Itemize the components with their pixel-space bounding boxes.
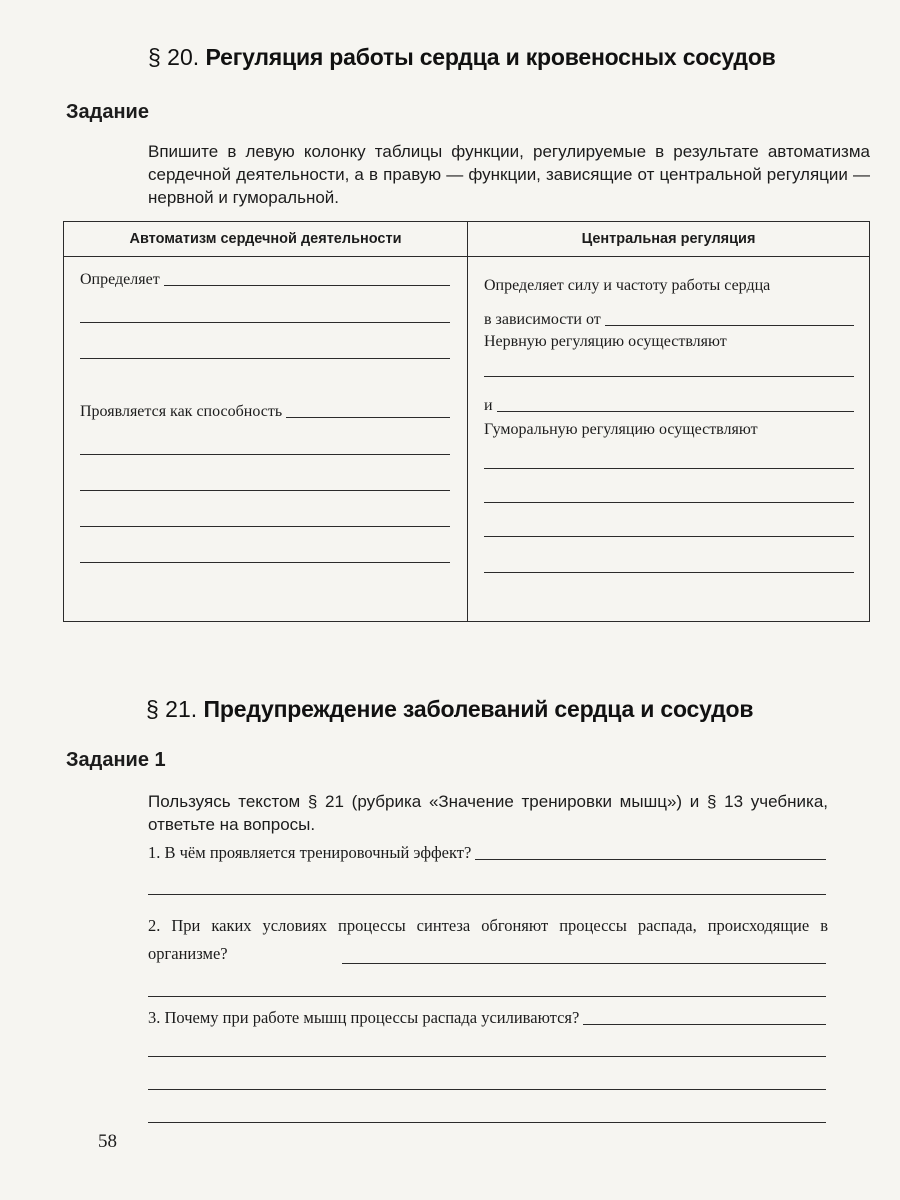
answer-blank[interactable] [484,535,854,537]
column-header-central-regulation: Центральная регуляция [468,222,870,257]
task-instructions: Пользуясь текстом § 21 (рубрика «Значение тренировки мышц») и § 13 учебника, ответьте на вопросы. [148,792,828,834]
page-number: 58 [98,1131,117,1152]
left-column-cell [64,257,468,622]
answer-blank[interactable] [342,962,826,964]
answer-blank[interactable] [80,489,450,491]
answer-blank[interactable] [148,1055,826,1057]
answer-blank[interactable] [164,284,450,286]
answer-blank[interactable] [148,1121,826,1123]
section-21-title [146,696,753,723]
question-1: 1. В чём проявляется тренировочный эффект? [148,843,826,863]
answer-blank[interactable] [80,561,450,563]
answer-blank[interactable] [80,321,450,323]
answer-blank[interactable] [148,893,826,895]
answer-blank[interactable] [148,1088,826,1090]
task-heading: Задание 1 [66,749,166,771]
question-2: 2. При каких условиях процессы синтеза обгоняют процессы распада, происходящие в организме? [148,916,828,963]
question-3: 3. Почему при работе мышц процессы распада усиливаются? [148,1008,826,1028]
section-number: § 21. [146,696,198,722]
task-instructions: Впишите в левую колонку таблицы функции, регулируемые в результате автоматизма сердечной деятельности, а в правую — функции, зависящие от центральной регуляции — нервной и гуморальной. [148,142,870,207]
right-line-4: и [484,397,854,415]
answer-blank[interactable] [80,525,450,527]
right-column-cell [468,257,870,622]
right-line-3: Нервную регуляцию осуществляют [484,333,727,350]
section-name: Предупреждение заболеваний сердца и сосудов [203,696,754,722]
right-line-5: Гуморальную регуляцию осуществляют [484,421,758,438]
answer-blank[interactable] [80,453,450,455]
left-line-1: Определяет [80,271,450,289]
section-name: Регуляция работы сердца и кровеносных сосудов [205,44,776,70]
answer-blank[interactable] [484,375,854,377]
section-number: § 20. [148,44,200,70]
left-line-2: Проявляется как способность [80,403,450,421]
answer-blank[interactable] [148,995,826,997]
answer-blank[interactable] [286,416,450,418]
answer-blank[interactable] [80,357,450,359]
right-line-2: в зависимости от [484,311,854,329]
answer-blank[interactable] [484,467,854,469]
answer-blank[interactable] [497,410,854,412]
answer-blank[interactable] [484,571,854,573]
answer-blank[interactable] [583,1023,826,1025]
column-header-automatism: Автоматизм сердечной деятельности [64,222,468,257]
answer-blank[interactable] [484,501,854,503]
answer-blank[interactable] [475,858,826,860]
task-heading: Задание [66,101,149,123]
answer-table [63,221,870,622]
section-20-title [148,44,776,71]
right-line-1: Определяет силу и частоту работы сердца [484,277,771,294]
answer-blank[interactable] [605,324,854,326]
